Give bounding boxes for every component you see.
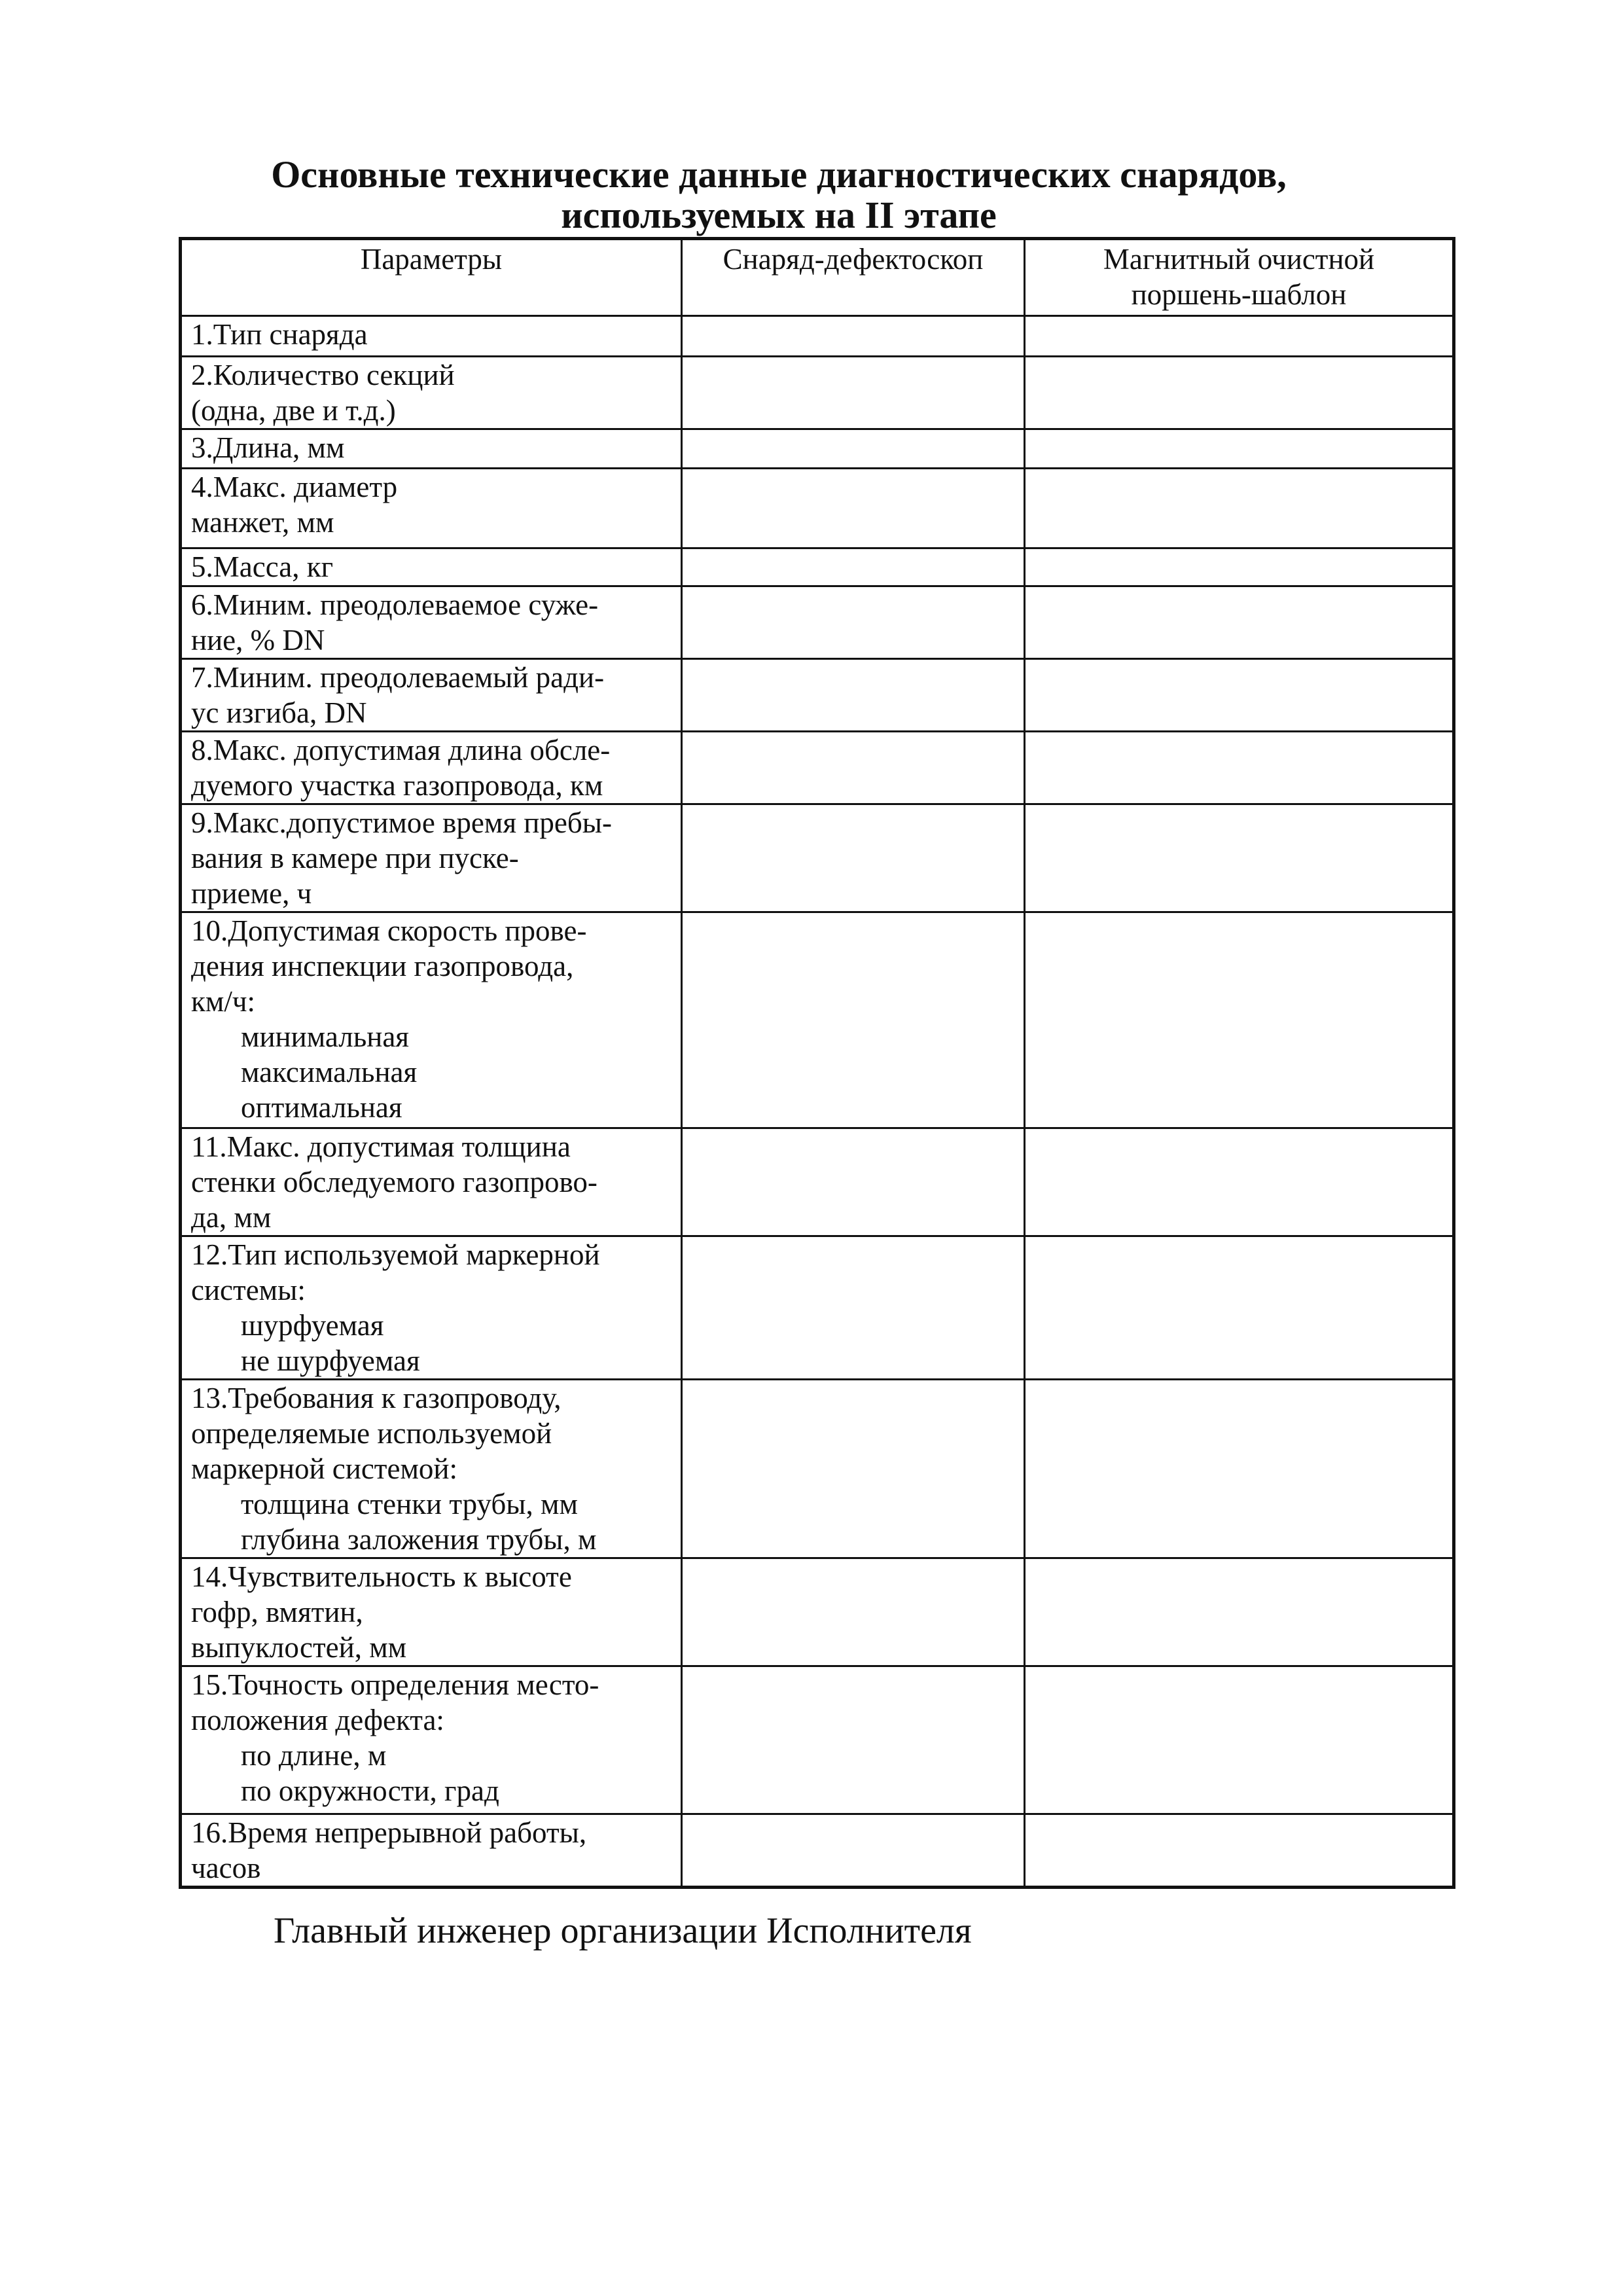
parameter-cell	[181, 469, 682, 548]
table-row	[181, 912, 1454, 1128]
parameter-line: (одна, две и т.д.)	[191, 394, 396, 427]
parameter-line: 8.Макс. допустимая длина обсле-	[191, 734, 611, 766]
defectoscope-value-cell[interactable]	[682, 1558, 1025, 1666]
parameter-line: не шурфуемая	[241, 1344, 420, 1377]
piston-value-cell[interactable]	[1025, 548, 1454, 586]
piston-value-cell[interactable]	[1025, 804, 1454, 912]
defectoscope-value-cell[interactable]	[682, 1380, 1025, 1558]
table-row	[181, 1558, 1454, 1666]
title-line-1: Основные технические данные диагностических снарядов,	[271, 153, 1287, 196]
defectoscope-value-cell[interactable]	[682, 357, 1025, 429]
parameter-line: 11.Макс. допустимая толщина	[191, 1130, 571, 1163]
piston-value-cell[interactable]	[1025, 429, 1454, 469]
piston-value-cell[interactable]	[1025, 1236, 1454, 1380]
parameter-line: минимальная	[241, 1020, 409, 1053]
defectoscope-value-cell[interactable]	[682, 586, 1025, 659]
parameter-cell	[181, 659, 682, 732]
parameter-cell	[181, 357, 682, 429]
piston-value-cell[interactable]	[1025, 1814, 1454, 1888]
parameter-line: по окружности, град	[241, 1774, 499, 1807]
parameter-line: 9.Макс.допустимое время пребы-	[191, 806, 612, 839]
parameter-line: манжет, мм	[191, 506, 334, 539]
parameter-line: дуемого участка газопровода, км	[191, 769, 603, 802]
table-row	[181, 548, 1454, 586]
parameter-line: 6.Миним. преодолеваемое суже-	[191, 588, 599, 621]
defectoscope-value-cell[interactable]	[682, 1236, 1025, 1380]
parameter-line: толщина стенки трубы, мм	[241, 1488, 578, 1520]
parameter-cell	[181, 1814, 682, 1888]
parameter-line: положения дефекта:	[191, 1704, 444, 1736]
defectoscope-value-cell[interactable]	[682, 469, 1025, 548]
table-row	[181, 1380, 1454, 1558]
parameter-cell	[181, 429, 682, 469]
defectoscope-value-cell[interactable]	[682, 316, 1025, 357]
defectoscope-value-cell[interactable]	[682, 912, 1025, 1128]
parameter-line: часов	[191, 1852, 261, 1884]
piston-value-cell[interactable]	[1025, 732, 1454, 804]
parameter-line: шурфуемая	[241, 1309, 384, 1342]
parameter-line: маркерной системой:	[191, 1452, 457, 1485]
piston-value-cell[interactable]	[1025, 1128, 1454, 1236]
piston-value-cell[interactable]	[1025, 316, 1454, 357]
parameter-line: 15.Точность определения место-	[191, 1668, 599, 1701]
table-row	[181, 357, 1454, 429]
parameter-line: оптимальная	[241, 1091, 402, 1124]
parameter-cell	[181, 586, 682, 659]
parameter-cell	[181, 1558, 682, 1666]
parameter-line: определяемые используемой	[191, 1417, 552, 1450]
parameter-cell	[181, 1380, 682, 1558]
parameter-cell	[181, 316, 682, 357]
parameter-line: 5.Масса, кг	[191, 550, 334, 583]
parameter-cell	[181, 1128, 682, 1236]
parameter-line: вания в камере при пуске-	[191, 842, 519, 874]
defectoscope-value-cell[interactable]	[682, 1666, 1025, 1814]
table-row	[181, 469, 1454, 548]
header-defectoscope: Снаряд-дефектоскоп	[682, 239, 1025, 316]
piston-value-cell[interactable]	[1025, 586, 1454, 659]
parameter-line: км/ч:	[191, 985, 255, 1018]
signature-line: Главный инженер организации Исполнителя	[274, 1910, 972, 1951]
piston-value-cell[interactable]	[1025, 912, 1454, 1128]
parameter-line: 1.Тип снаряда	[191, 318, 368, 351]
defectoscope-value-cell[interactable]	[682, 1814, 1025, 1888]
parameter-cell	[181, 912, 682, 1128]
parameters-table	[179, 237, 1455, 1889]
parameter-line: 14.Чувствительность к высоте	[191, 1560, 572, 1593]
defectoscope-value-cell[interactable]	[682, 429, 1025, 469]
parameter-line: 2.Количество секций	[191, 359, 455, 391]
parameter-cell	[181, 1236, 682, 1380]
table-row	[181, 732, 1454, 804]
parameter-cell	[181, 1666, 682, 1814]
parameter-line: 4.Макс. диаметр	[191, 471, 398, 503]
header-magnetic-piston: Магнитный очистной поршень-шаблон	[1025, 239, 1454, 316]
parameter-line: 16.Время непрерывной работы,	[191, 1816, 587, 1849]
parameter-line: глубина заложения трубы, м	[241, 1523, 597, 1556]
defectoscope-value-cell[interactable]	[682, 732, 1025, 804]
title-line-2: используемых на II этапе	[561, 194, 997, 236]
table-row	[181, 316, 1454, 357]
parameter-line: по длине, м	[241, 1739, 387, 1772]
parameter-line: выпуклостей, мм	[191, 1631, 407, 1664]
parameter-line: приеме, ч	[191, 877, 312, 910]
parameter-line: максимальная	[241, 1056, 418, 1088]
piston-value-cell[interactable]	[1025, 1666, 1454, 1814]
table-row	[181, 804, 1454, 912]
table-row	[181, 1236, 1454, 1380]
table-row	[181, 429, 1454, 469]
parameter-line: 12.Тип используемой маркерной	[191, 1238, 600, 1271]
parameter-line: стенки обследуемого газопрово-	[191, 1166, 597, 1198]
defectoscope-value-cell[interactable]	[682, 548, 1025, 586]
piston-value-cell[interactable]	[1025, 469, 1454, 548]
header-parameters: Параметры	[181, 239, 682, 316]
parameter-line: 13.Требования к газопроводу,	[191, 1382, 562, 1414]
piston-value-cell[interactable]	[1025, 1380, 1454, 1558]
piston-value-cell[interactable]	[1025, 357, 1454, 429]
table-row	[181, 1128, 1454, 1236]
defectoscope-value-cell[interactable]	[682, 804, 1025, 912]
parameter-line: дения инспекции газопровода,	[191, 950, 574, 982]
table-row	[181, 659, 1454, 732]
parameter-line: системы:	[191, 1274, 306, 1306]
piston-value-cell[interactable]	[1025, 659, 1454, 732]
defectoscope-value-cell[interactable]	[682, 659, 1025, 732]
parameter-line: 7.Миним. преодолеваемый ради-	[191, 661, 605, 694]
table-row	[181, 1814, 1454, 1888]
parameter-line: 3.Длина, мм	[191, 431, 345, 464]
parameter-line: ние, % DN	[191, 624, 325, 656]
parameter-line: ус изгиба, DN	[191, 696, 367, 729]
parameter-line: гофр, вмятин,	[191, 1596, 363, 1628]
parameter-cell	[181, 732, 682, 804]
document-title	[170, 154, 1387, 236]
table-row	[181, 586, 1454, 659]
defectoscope-value-cell[interactable]	[682, 1128, 1025, 1236]
parameter-cell	[181, 548, 682, 586]
table-body	[181, 316, 1454, 1888]
piston-value-cell[interactable]	[1025, 1558, 1454, 1666]
table-row	[181, 1666, 1454, 1814]
parameter-line: да, мм	[191, 1201, 272, 1234]
parameter-cell	[181, 804, 682, 912]
table-header-row	[181, 239, 1454, 316]
parameter-line: 10.Допустимая скорость прове-	[191, 914, 587, 947]
